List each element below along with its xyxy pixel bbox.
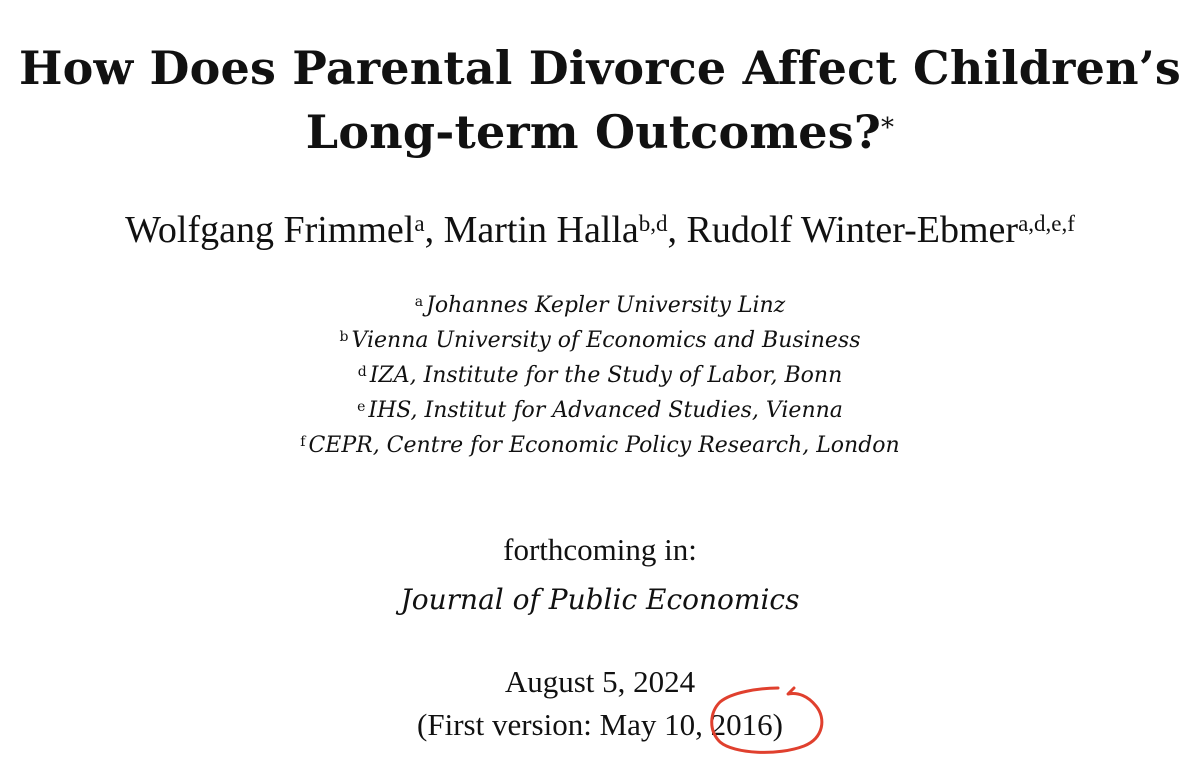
title-line-2 — [0, 100, 1200, 164]
affiliation-text: Johannes Kepler University Linz — [426, 293, 786, 318]
author-affiliation-marks: a,d,e,f — [1018, 211, 1075, 236]
author-name: Rudolf Winter-Ebmer — [686, 209, 1019, 251]
affiliation-text: CEPR, Centre for Economic Policy Research, London — [308, 433, 900, 458]
affiliation-mark: f — [300, 434, 306, 450]
first-version-highlight: , 2016) — [695, 707, 783, 742]
author-affiliation-marks: b,d — [638, 211, 668, 236]
affiliation-list — [0, 288, 1200, 463]
author-name: Martin Halla — [443, 209, 639, 251]
author-list — [0, 206, 1200, 254]
first-version-line — [0, 703, 1200, 747]
author-separator: , — [667, 209, 687, 251]
affiliation-a — [0, 288, 1200, 323]
title-line-1: How Does Parental Divorce Affect Children’s — [18, 41, 1182, 95]
author-affiliation-marks: a — [414, 211, 425, 236]
affiliation-text: IHS, Institut for Advanced Studies, Vienna — [368, 398, 843, 423]
author-3 — [687, 209, 1075, 251]
affiliation-mark: b — [339, 329, 349, 345]
author-separator: , — [424, 209, 444, 251]
author-name: Wolfgang Frimmel — [125, 209, 415, 251]
affiliation-text: IZA, Institute for the Study of Labor, Bonn — [369, 363, 843, 388]
title-footnote-mark: * — [881, 113, 895, 143]
paper-title — [0, 36, 1200, 164]
paper-date: August 5, 2024 — [504, 664, 696, 699]
author-2 — [444, 209, 687, 251]
affiliation-mark: e — [357, 399, 366, 415]
affiliation-d — [0, 358, 1200, 393]
affiliation-mark: d — [357, 364, 367, 380]
affiliation-text: Vienna University of Economics and Business — [351, 328, 861, 353]
affiliation-e — [0, 393, 1200, 428]
affiliation-f — [0, 428, 1200, 463]
author-1 — [125, 209, 444, 251]
affiliation-mark: a — [414, 294, 424, 310]
journal-name: Journal of Public Economics — [400, 583, 800, 616]
affiliation-b — [0, 323, 1200, 358]
first-version-prefix: (First version: May 10 — [417, 707, 696, 742]
forthcoming-label: forthcoming in: — [503, 532, 697, 567]
title-line-2-text: Long-term Outcomes? — [305, 105, 881, 159]
